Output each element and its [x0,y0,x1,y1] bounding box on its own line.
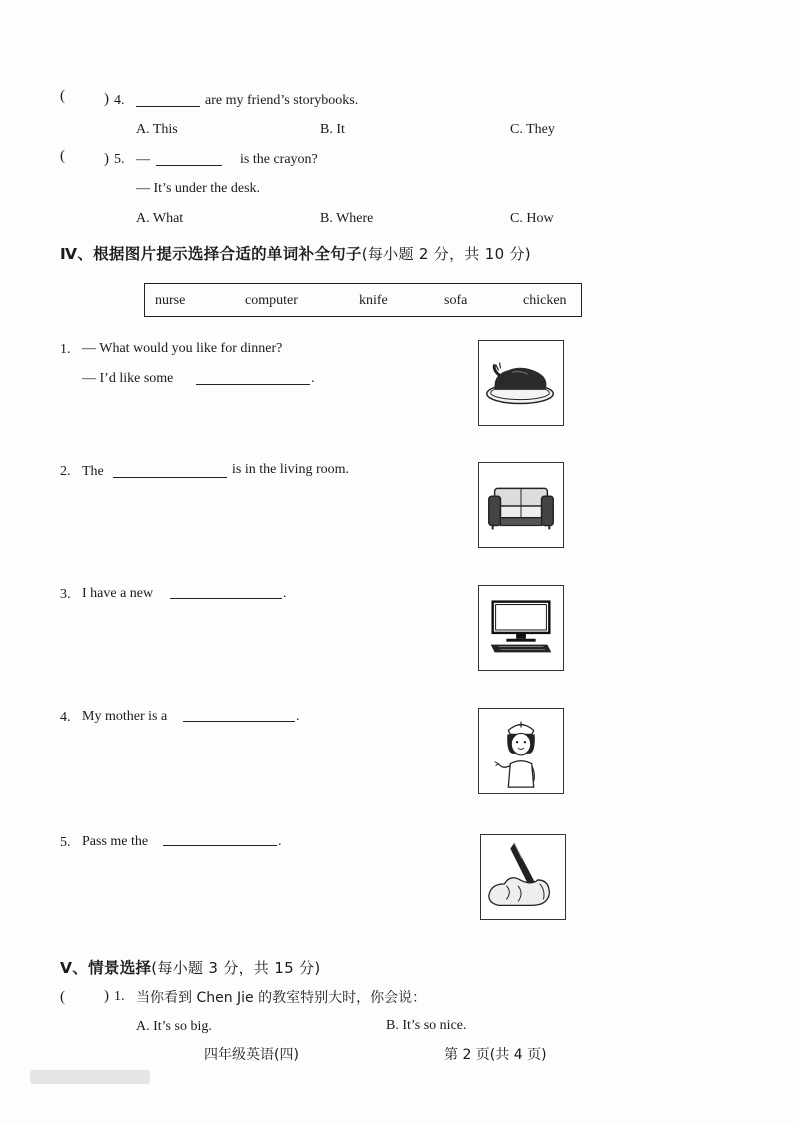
s4-q2-before: The [82,464,104,479]
s4-q2-blank[interactable] [113,465,227,478]
word-bank-item: nurse [155,293,186,308]
section4-heading [60,242,531,264]
s5-q1-number: 1. [114,989,125,1004]
nurse-icon [478,708,564,794]
q5-stem: is the crayon? [240,152,318,167]
section5-score: (每小题 3 分，共 15 分) [151,959,321,977]
s4-q4-period: . [296,709,300,724]
footer-subject: 四年级英语(四) [204,1047,299,1063]
q4-paren-close: ) [104,91,109,107]
s5-q1-paren-close: ) [104,988,109,1004]
s5-q1-option-a[interactable]: A. It’s so big. [136,1019,212,1034]
s4-q3-blank[interactable] [170,586,282,599]
s4-q4-before: My mother is a [82,709,168,724]
sofa-icon [478,462,564,548]
word-bank-item: computer [245,293,298,308]
q4-number: 4. [114,93,125,108]
s4-q2-after: is in the living room. [232,462,350,477]
s4-q4-number: 4. [60,710,71,725]
s4-q4-blank[interactable] [183,709,295,722]
s4-q3-number: 3. [60,587,71,602]
roast-chicken-icon [478,340,564,426]
section4-score: (每小题 2 分，共 10 分) [361,245,531,263]
s4-q1-number: 1. [60,342,71,357]
s4-q1-blank[interactable] [196,372,310,385]
section4-title: Ⅳ、根据图片提示选择合适的单词补全句子 [60,245,362,263]
q5-option-c[interactable]: C. How [510,211,554,226]
s4-q2-number: 2. [60,464,71,479]
s4-q5-period: . [278,834,282,849]
q5-option-a[interactable]: A. What [136,211,184,226]
q5-dash: — [136,152,150,167]
s5-q1-stem: 当你看到 Chen Jie 的教室特别大时，你会说： [136,990,427,1006]
q5-option-b[interactable]: B. Where [320,211,374,226]
scan-smudge [30,1070,150,1084]
q5-paren-open: ( [60,148,65,164]
q4-option-c[interactable]: C. They [510,122,555,137]
q5-reply: — It’s under the desk. [136,181,261,196]
q4-option-a[interactable]: A. This [136,122,178,137]
s5-q1-option-b[interactable]: B. It’s so nice. [386,1018,467,1033]
q4-stem: are my friend’s storybooks. [205,93,359,108]
q5-blank[interactable] [156,153,222,166]
q4-paren-open: ( [60,88,65,104]
word-bank-item: sofa [444,293,468,308]
q4-blank[interactable] [136,94,200,107]
footer-page-number: 第 2 页(共 4 页) [444,1047,547,1063]
s4-q3-before: I have a new [82,586,154,601]
section5-title: Ⅴ、情景选择 [60,959,152,977]
s4-q3-period: . [283,586,287,601]
q5-paren-close: ) [104,151,109,167]
s5-q1-paren-open: ( [60,989,65,1005]
s4-q1-period: . [311,371,315,386]
section5-heading [60,956,321,978]
s4-q1-line1: — What would you like for dinner? [82,341,283,356]
word-bank [144,283,582,317]
s4-q5-number: 5. [60,835,71,850]
word-bank-item: knife [359,293,388,308]
s4-q5-before: Pass me the [82,834,149,849]
q4-option-b[interactable]: B. It [320,122,345,137]
word-bank-item: chicken [523,293,567,308]
s4-q1-line2: — I’d like some [82,371,174,386]
s4-q5-blank[interactable] [163,833,277,846]
knife-icon [480,834,566,920]
computer-icon [478,585,564,671]
q5-number: 5. [114,152,125,167]
